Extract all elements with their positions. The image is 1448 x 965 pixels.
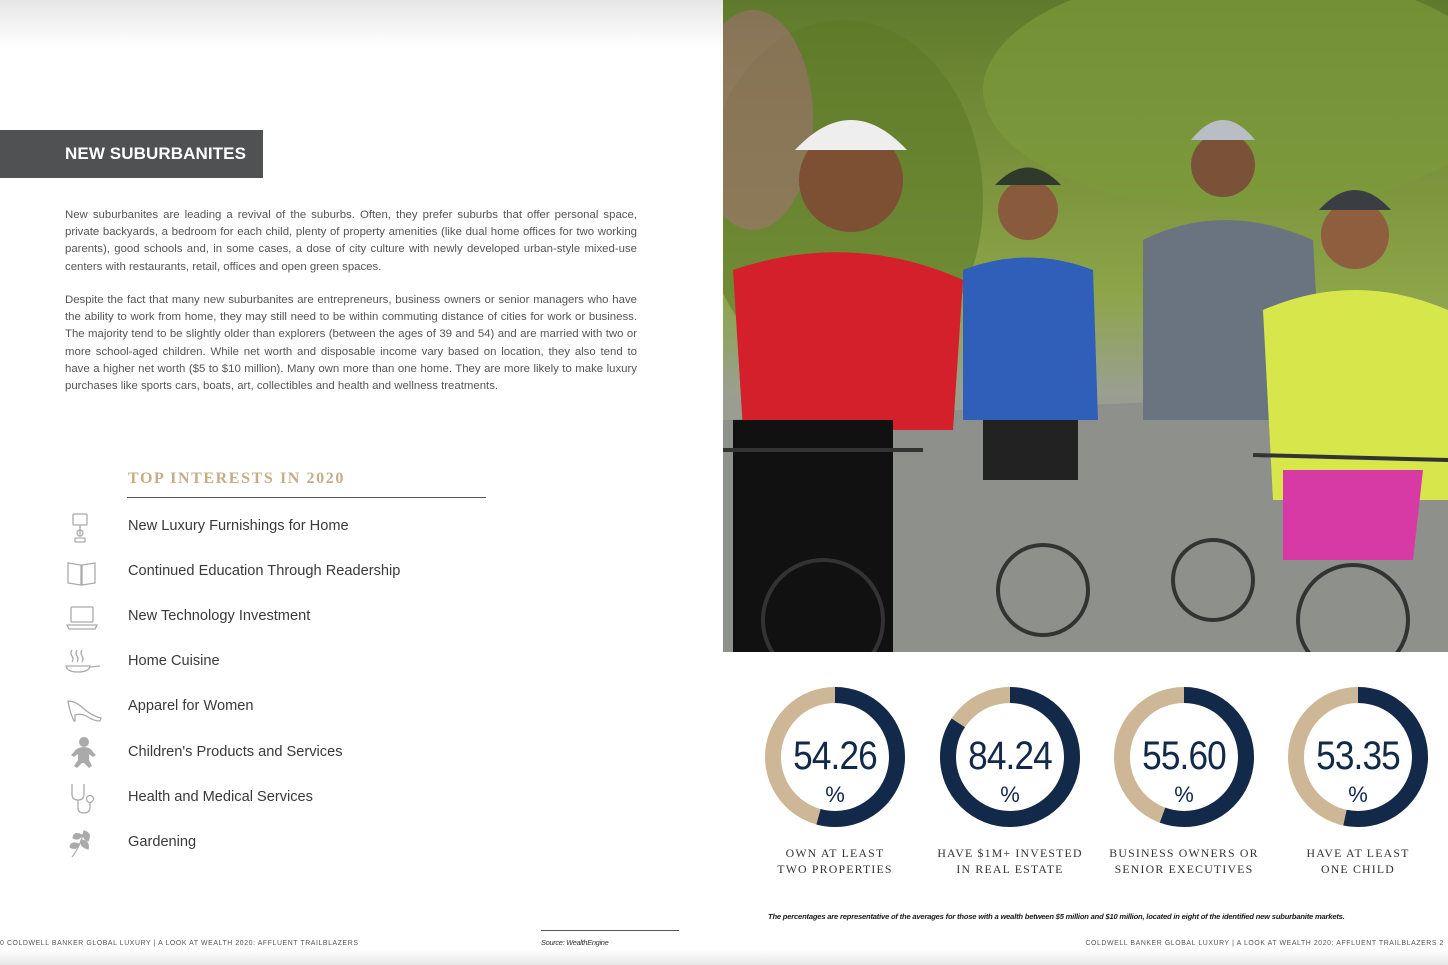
interest-label: New Technology Investment	[128, 608, 311, 624]
intro-paragraph: New suburbanites are leading a revival of the suburbs. Often, they prefer suburbs that offer personal space, private backyards, a bedroom for each child, plenty of property amenities (like dual home offices for two working parents), good schools and, in some cases, a dose of city culture with newly developed urban-style mixed-use centers with restaurants, retail, offices and open green spaces.	[65, 209, 637, 273]
interest-item	[62, 689, 562, 725]
source-divider	[541, 930, 679, 931]
stat-value: 54.26	[793, 734, 877, 778]
interest-item	[62, 825, 562, 861]
stat-caption	[740, 845, 930, 877]
bottom-shade	[0, 950, 1448, 965]
stat-caption	[1089, 845, 1279, 877]
cycling-family-photo	[723, 0, 1448, 652]
frying-pan-icon	[62, 644, 102, 680]
footer-right: COLDWELL BANKER GLOBAL LUXURY | A LOOK AT WEALTH 2020: AFFLUENT TRAILBLAZERS 2	[1085, 940, 1444, 947]
interest-item	[62, 780, 562, 816]
stat-value: 53.35	[1316, 734, 1400, 778]
footnote: The percentages are representative of the averages for those with a wealth between $5 million and $10 million, located in eight of the identified new suburbanite markets.	[768, 912, 1345, 921]
stat-unit: %	[1174, 782, 1194, 807]
leaf-icon	[62, 825, 102, 861]
interests-divider	[127, 497, 486, 498]
interest-label: Apparel for Women	[128, 698, 254, 714]
baby-icon	[62, 735, 102, 771]
interest-item	[62, 599, 562, 635]
stat-caption-line: ONE CHILD	[1320, 862, 1396, 876]
interest-label: Health and Medical Services	[128, 789, 313, 805]
interest-label: Home Cuisine	[128, 653, 220, 669]
stat-value: 84.24	[968, 734, 1052, 778]
stat-caption-line: BUSINESS OWNERS OR	[1109, 846, 1259, 860]
high-heel-icon	[62, 689, 102, 725]
stat-caption	[915, 845, 1105, 877]
detail-paragraph: Despite the fact that many new suburbanites are entrepreneurs, business owners or senior managers who have the ability to work from home, they may still need to be within commuting distance of cities for work or business. The majority tend to be slightly older than explorers (between the ages of 39 and 54) and are married with two or more school-aged children. While net worth and disposable income vary based on location, they also tend to have a higher net worth ($5 to $10 million). Many own more than one home. They are more likely to make luxury purchases like sports cars, boats, art, collectibles and health and wellness treatments.	[65, 294, 637, 393]
interests-heading: TOP INTERESTS IN 2020	[128, 470, 345, 487]
stat-caption-line: OWN AT LEAST	[785, 846, 885, 860]
lamp-icon	[62, 509, 102, 545]
stat-value: 55.60	[1142, 734, 1226, 778]
interest-item	[62, 509, 562, 545]
stat-caption-line: HAVE $1M+ INVESTED	[937, 846, 1083, 860]
source-note: Source: WealthEngine	[541, 938, 609, 947]
stat-block	[760, 686, 910, 886]
book-icon	[62, 554, 102, 590]
laptop-icon	[62, 599, 102, 635]
stat-caption-line: HAVE AT LEAST	[1306, 846, 1410, 860]
stat-caption	[1263, 845, 1448, 877]
interest-label: Children's Products and Services	[128, 744, 343, 760]
interest-item	[62, 644, 562, 680]
stat-unit: %	[1000, 782, 1020, 807]
stat-caption-line: SENIOR EXECUTIVES	[1114, 862, 1254, 876]
section-title-bar	[0, 130, 263, 178]
footer-left: 0 COLDWELL BANKER GLOBAL LUXURY | A LOOK AT WEALTH 2020: AFFLUENT TRAILBLAZERS	[0, 940, 359, 947]
top-shade	[0, 0, 723, 48]
interest-label: New Luxury Furnishings for Home	[128, 518, 349, 534]
stat-block	[1283, 686, 1433, 886]
interest-label: Gardening	[128, 834, 197, 850]
stat-block	[935, 686, 1085, 886]
stat-block	[1109, 686, 1259, 886]
interest-item	[62, 554, 562, 590]
stat-caption-line: IN REAL ESTATE	[956, 862, 1064, 876]
stat-unit: %	[825, 782, 845, 807]
interest-item	[62, 735, 562, 771]
stat-unit: %	[1348, 782, 1368, 807]
stethoscope-icon	[62, 780, 102, 816]
section-title: NEW SUBURBANITES	[65, 144, 247, 163]
stat-caption-line: TWO PROPERTIES	[777, 862, 893, 876]
interest-label: Continued Education Through Readership	[128, 563, 401, 579]
